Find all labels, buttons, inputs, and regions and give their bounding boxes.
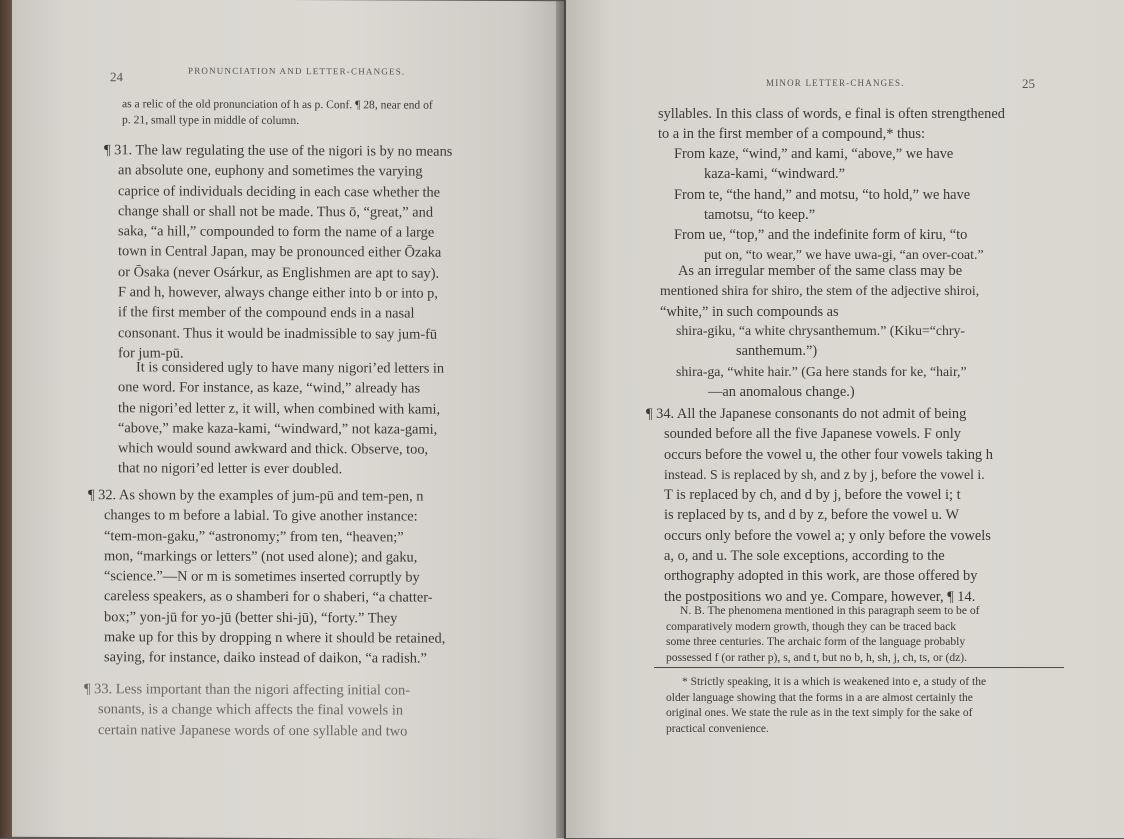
text-line: From ue, “top,” and the indefinite form of kiru, “to: [674, 227, 968, 244]
right-running-head: MINOR LETTER-CHANGES.: [766, 78, 905, 88]
nota-bene: [666, 603, 1066, 665]
irregular-paragraph: [660, 261, 1052, 322]
text-line: which would sound awkward and thick. Observe, too,: [118, 440, 429, 458]
right-page: [566, 0, 1124, 838]
text-line: the postpositions wo and ye. Compare, however, ¶ 14.: [664, 588, 976, 605]
text-line: “above,” make kaza-kami, “windward,” not kaza-gami,: [118, 420, 438, 438]
text-line: caprice of individuals deciding in each case whether the: [118, 182, 441, 201]
paragraph-34: [646, 404, 1058, 607]
text-line: one word. For instance, as kaze, “wind,” already has: [118, 379, 421, 397]
text-line: “tem-mon-gaku,” “astronomy;” from ten, “heaven;”: [104, 527, 404, 546]
section-mark: ¶ 34.: [646, 406, 675, 422]
left-running-head: PRONUNCIATION AND LETTER-CHANGES.: [188, 65, 406, 77]
text-line: comparatively modern growth, though they can be traced back: [666, 619, 957, 633]
text-line: as a relic of the old pronunciation of h as p. Conf. ¶ 28, near end of: [122, 97, 433, 112]
text-line: put on, “to wear,” we have uwa-gi, “an over-coat.”: [704, 247, 984, 263]
text-line: From te, “the hand,” and motsu, “to hold,” we have: [674, 186, 971, 203]
text-line: box;” yon-jū for yo-jū (better shi-jū), “forty.” They: [104, 608, 398, 627]
text-line: From kaze, “wind,” and kami, “above,” we have: [674, 146, 954, 162]
text-line: mon, “markings or letters” (not used alone); and gaku,: [104, 548, 418, 566]
text-line: It is considered ugly to have many nigori’ed letters in: [136, 359, 445, 377]
right-page-number: 25: [1022, 76, 1035, 91]
text-line: kaza-kami, “windward.”: [704, 166, 846, 183]
text-line: The law regulating the use of the nigori is by no means: [135, 142, 453, 160]
text-line: occurs before the vowel u, the other four vowels taking h: [664, 446, 993, 463]
left-page: [12, 0, 564, 839]
text-line: original ones. We state the rule as in the text simply for the sake of: [666, 707, 973, 720]
text-line: Less important than the nigori affecting initial con-: [115, 681, 410, 699]
left-page-number: 24: [110, 69, 123, 85]
compounds-list: [676, 321, 1056, 402]
paragraph-31: [104, 140, 512, 365]
text-line: As shown by the examples of jum-pū and tem-pen, n: [118, 487, 424, 505]
paragraph-31-continued: [118, 357, 510, 480]
text-line: tamotsu, “to keep.”: [704, 206, 816, 223]
text-line: F and h, however, always change either into b or into p,: [118, 284, 438, 302]
text-line: possessed f (or rather p), s, and t, but no b, h, sh, j, ch, ts, or (dz).: [666, 650, 968, 664]
examples-list: [674, 144, 1054, 266]
text-line: “white,” in such compounds as: [660, 303, 839, 320]
paragraph-33: [84, 679, 504, 742]
text-line: sounded before all the five Japanese vowels. F only: [664, 426, 961, 443]
text-line: changes to m before a labial. To give another instance:: [104, 507, 418, 525]
text-line: a, o, and u. The sole exceptions, according to the: [664, 548, 945, 565]
text-line: for jum-pū.: [118, 345, 184, 362]
text-line: p. 21, small type in middle of column.: [122, 112, 300, 127]
text-line: an absolute one, euphony and sometimes the varying: [118, 162, 423, 180]
text-line: saying, for instance, daiko instead of daikon, “a radish.”: [104, 649, 427, 667]
text-line: some three centuries. The archaic form of the language probably: [666, 635, 966, 648]
section-mark: ¶ 33.: [84, 681, 113, 698]
footnote-rule: [654, 667, 1064, 668]
text-line: N. B. The phenomena mentioned in this paragraph seem to be of: [680, 604, 980, 617]
text-line: * Strictly speaking, it is a which is weakened into e, a study of the: [682, 676, 987, 688]
text-line: make up for this by dropping n where it should be retained,: [104, 629, 446, 647]
text-line: or Ōsaka (never Osárkur, as Englishmen are apt to say).: [118, 264, 440, 282]
text-line: instead. S is replaced by sh, and z by j, before the vowel i.: [664, 466, 985, 482]
text-line: the nigori’ed letter z, it will, when combined with kami,: [118, 399, 441, 418]
text-line: As an irregular member of the same class may be: [678, 263, 963, 279]
left-intro: [122, 96, 514, 129]
text-line: certain native Japanese words of one syllable and two: [98, 721, 408, 740]
paragraph-32: [88, 485, 508, 670]
text-line: mentioned shira for shiro, the stem of the adjective shiroi,: [660, 283, 980, 299]
text-line: T is replaced by ch, and d by j, before the vowel i; t: [664, 487, 961, 504]
text-line: shira-ga, “white hair.” (Ga here stands for ke, “hair,”: [676, 363, 967, 379]
text-line: sonants, is a change which affects the final vowels in: [98, 701, 404, 719]
text-line: “science.”—N or m is sometimes inserted corruptly by: [104, 568, 420, 586]
text-line: town in Central Japan, may be pronounced either Ōzaka: [118, 243, 442, 262]
text-line: to a in the first member of a compound,* thus:: [658, 126, 925, 143]
text-line: that no nigori’ed letter is ever doubled.: [118, 460, 343, 478]
text-line: —an anomalous change.): [708, 383, 855, 400]
footnote: [666, 675, 1068, 737]
text-line: syllables. In this class of words, e final is often strengthened: [658, 106, 1005, 122]
text-line: santhemum.”): [736, 343, 818, 360]
section-mark: ¶ 32.: [88, 487, 117, 504]
text-line: shira-giku, “a white chrysanthemum.” (Kiku=“chry-: [676, 323, 965, 338]
text-line: if the first member of the compound ends in a nasal: [118, 304, 415, 322]
text-line: occurs only before the vowel a; y only before the vowels: [664, 527, 991, 544]
text-line: consonant. Thus it would be inadmissible to say jum-fū: [118, 324, 438, 343]
section-mark: ¶ 31.: [104, 142, 133, 159]
text-line: practical convenience.: [666, 722, 769, 735]
text-line: orthography adopted in this work, are those offered by: [664, 568, 978, 585]
text-line: older language showing that the forms in a are almost certainly the: [666, 691, 973, 704]
text-line: saka, “a hill,” compounded to form the name of a large: [118, 223, 435, 241]
right-continuation: [658, 104, 1048, 145]
text-line: careless speakers, as o shamberi for o shaberi, “a chatter-: [104, 588, 433, 607]
text-line: is replaced by ts, and d by z, before the vowel u. W: [664, 507, 960, 524]
text-line: change shall or shall not be made. Thus ō, “great,” and: [118, 203, 434, 221]
text-line: All the Japanese consonants do not admit of being: [676, 406, 967, 422]
